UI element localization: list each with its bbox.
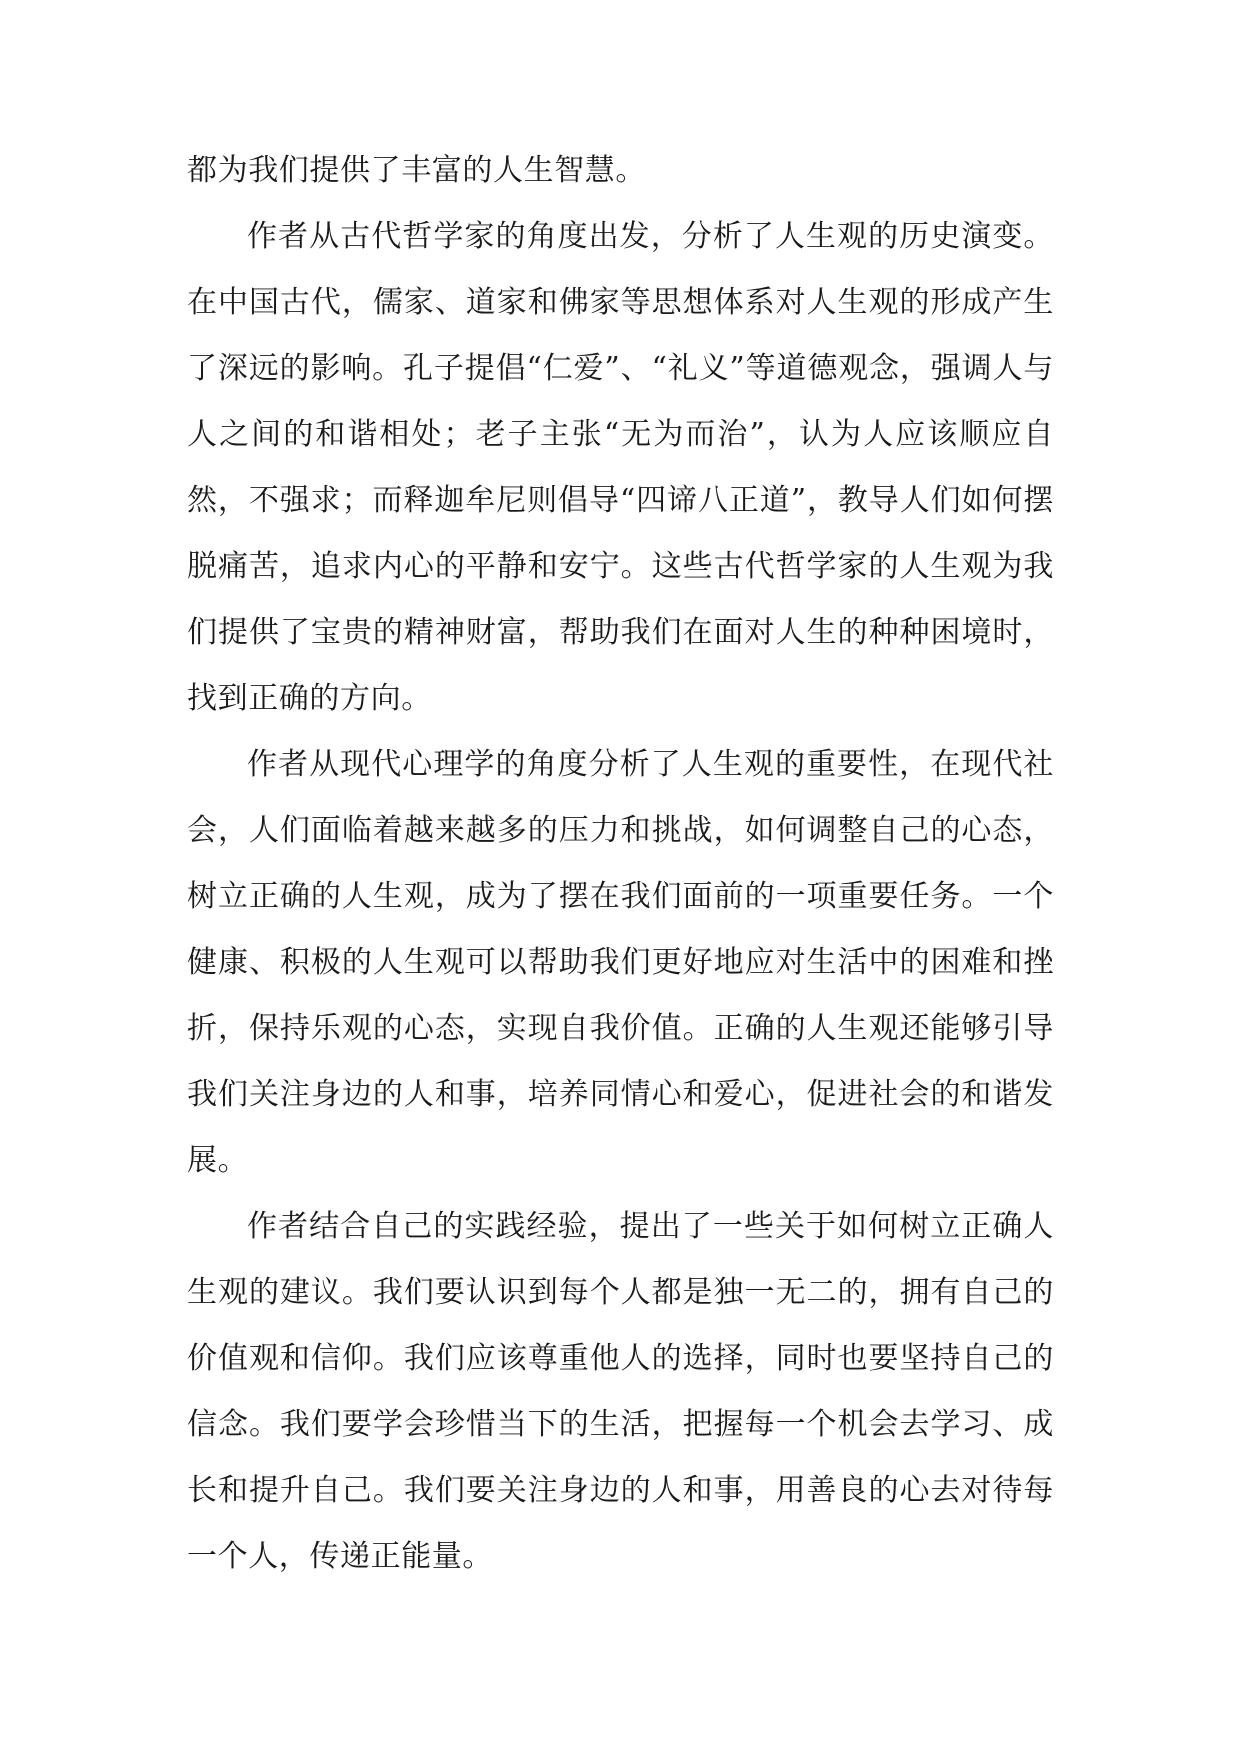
paragraph-practical-advice: 作者结合自己的实践经验，提出了一些关于如何树立正确人生观的建议。我们要认识到每个人都是独一无二的，拥有自己的价值观和信仰。我们应该尊重他人的选择，同时也要坚持自己的信念。我们要学会珍惜当下的生活，把握每一个机会去学习、成长和提升自己。我们要关注身边的人和事，用善良的心去对待每一个人，传递正能量。 xyxy=(187,1209,1054,1574)
paragraph-continuation: 都为我们提供了丰富的人生智慧。 xyxy=(187,153,646,188)
document-body xyxy=(187,138,1054,1590)
paragraph-modern-psychology: 作者从现代心理学的角度分析了人生观的重要性，在现代社会，人们面临着越来越多的压力和挑战，如何调整自己的心态，树立正确的人生观，成为了摆在我们面前的一项重要任务。一个健康、积极的人生观可以帮助我们更好地应对生活中的困难和挫折，保持乐观的心态，实现自我价值。正确的人生观还能够引导我们关注身边的人和事，培养同情心和爱心，促进社会的和谐发展。 xyxy=(187,747,1054,1178)
paragraph-ancient-philosophers: 作者从古代哲学家的角度出发，分析了人生观的历史演变。在中国古代，儒家、道家和佛家等思想体系对人生观的形成产生了深远的影响。孔子提倡“仁爱”、“礼义”等道德观念，强调人与人之间的和谐相处；老子主张“无为而治”，认为人应该顺应自然，不强求；而释迦牟尼则倡导“四谛八正道”，教导人们如何摆脱痛苦，追求内心的平静和安宁。这些古代哲学家的人生观为我们提供了宝贵的精神财富，帮助我们在面对人生的种种困境时，找到正确的方向。 xyxy=(187,219,1054,716)
